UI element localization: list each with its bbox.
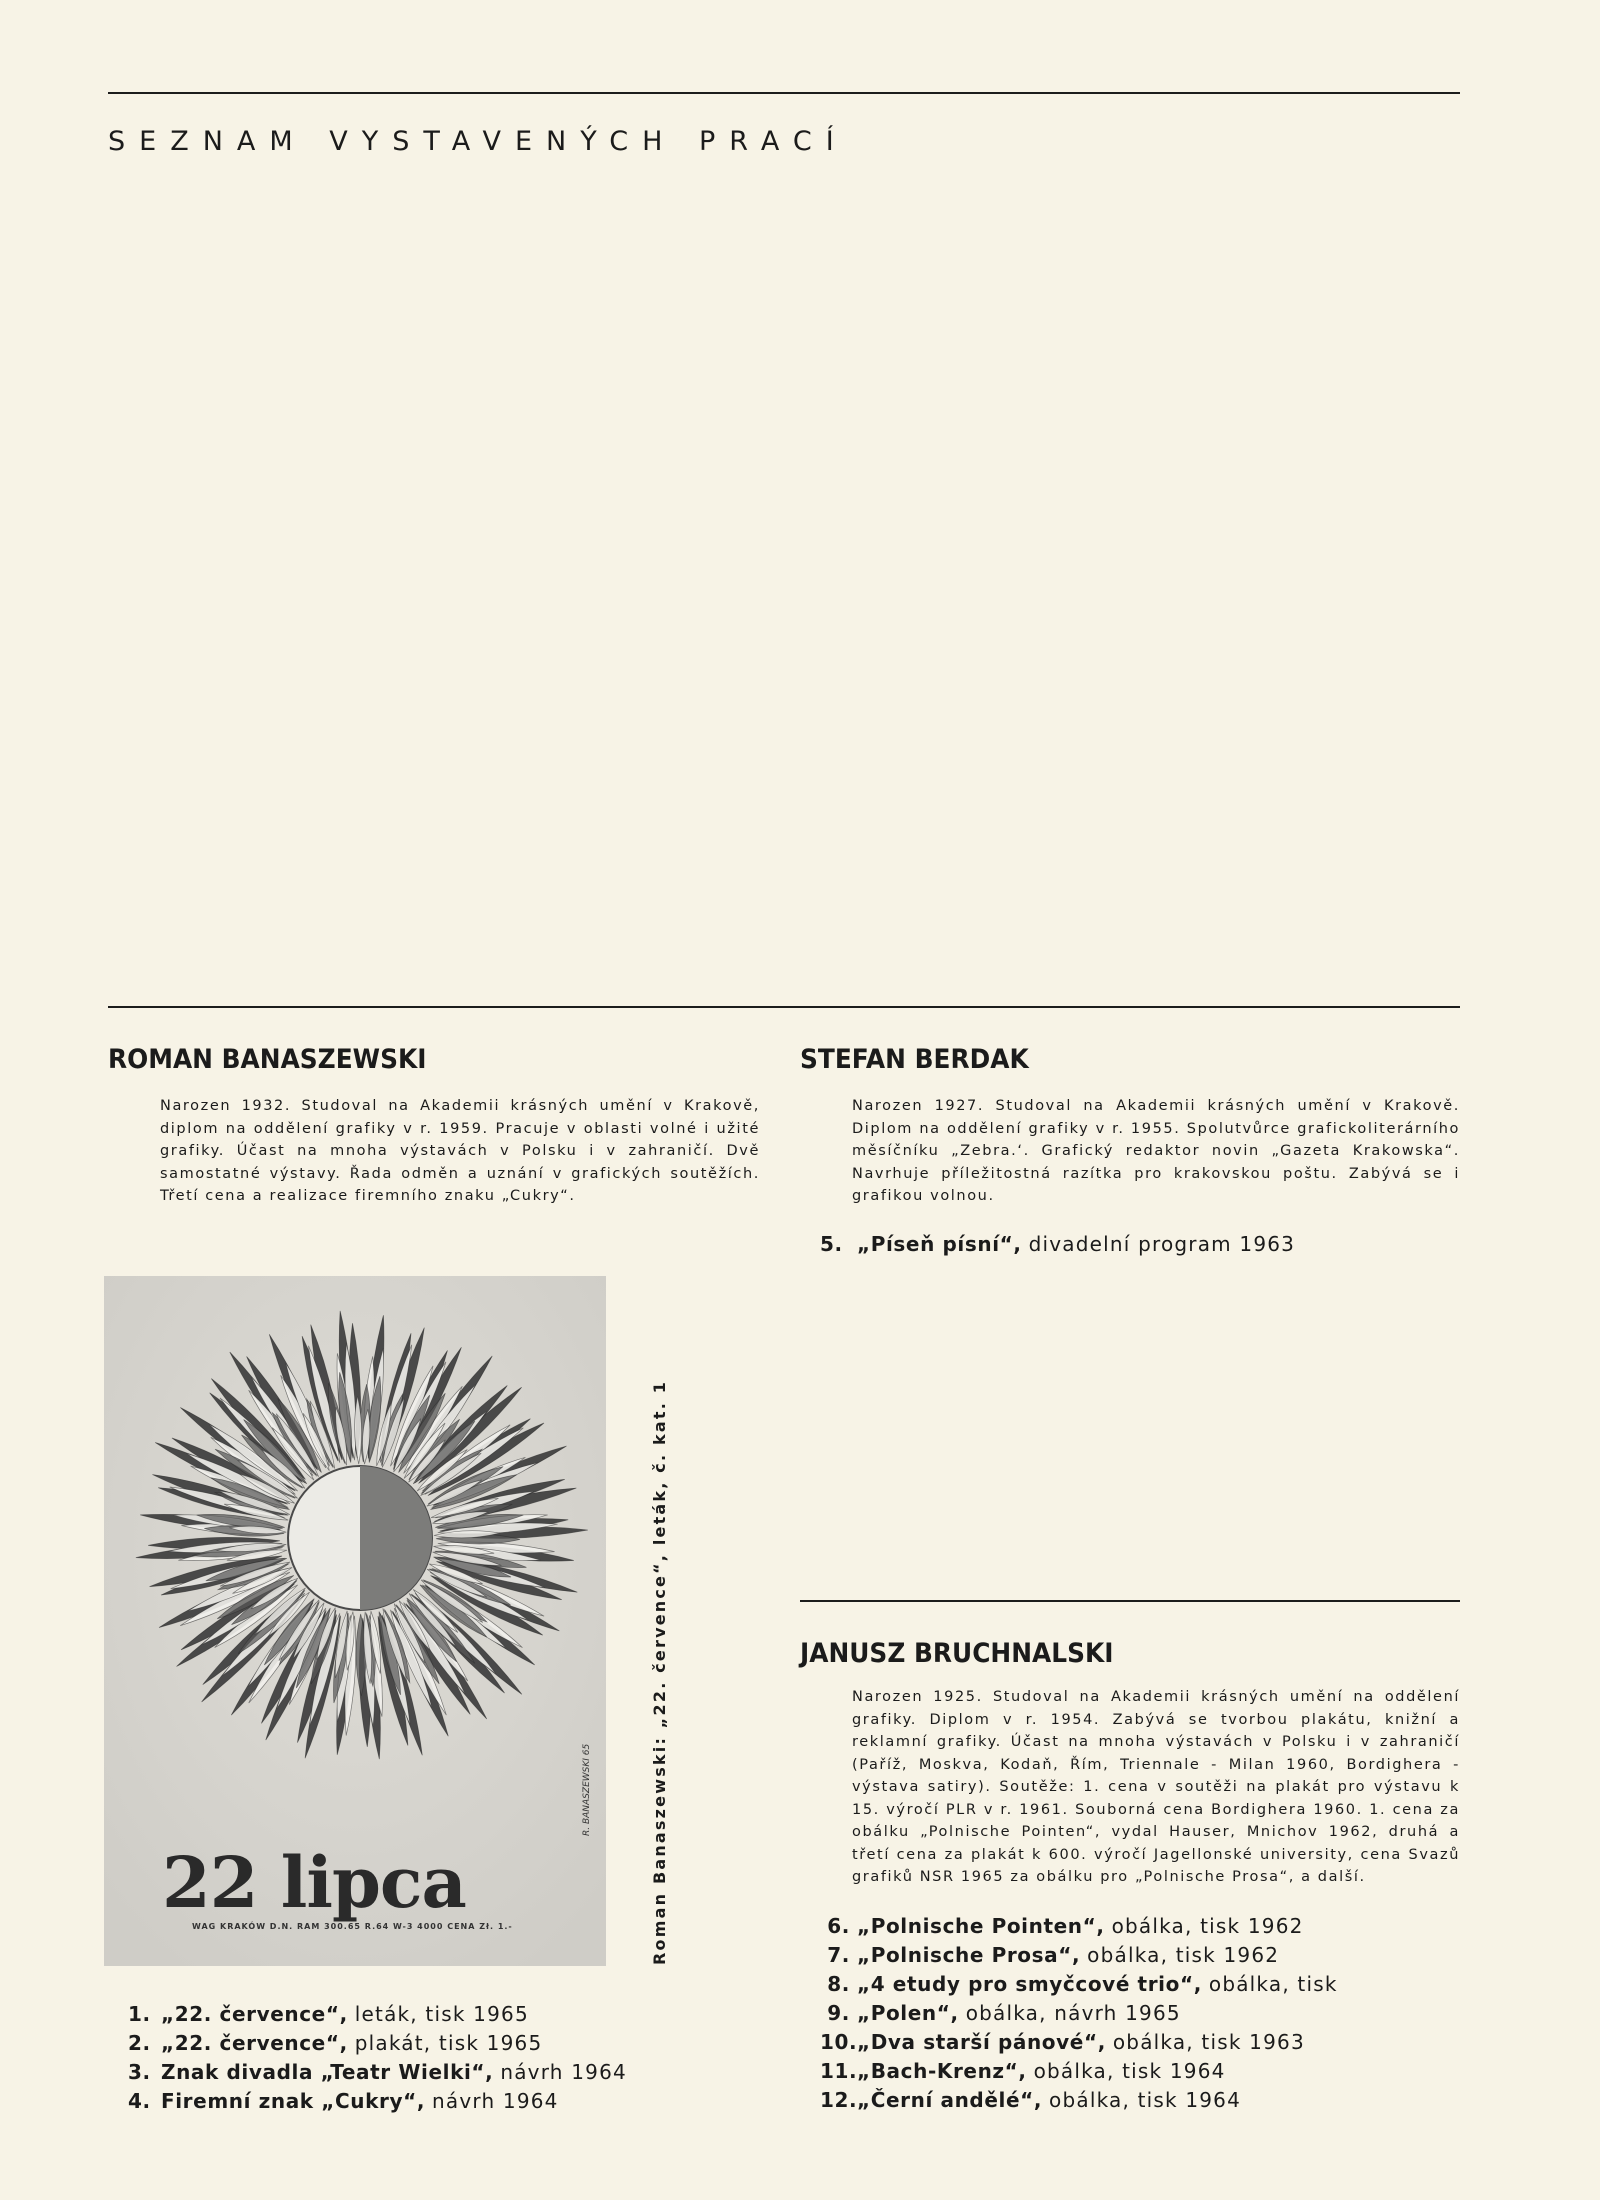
artist-name-berdak: STEFAN BERDAK — [800, 1044, 1029, 1075]
figure-caption: Roman Banaszewski: „22. července“, leták, č. kat. 1 — [650, 1379, 669, 1965]
artist-name-banaszewski: ROMAN BANASZEWSKI — [108, 1044, 427, 1075]
artist-name-bruchnalski: JANUSZ BRUCHNALSKI — [800, 1638, 1114, 1669]
list-item: 3. Znak divadla „Teatr Wielki“, návrh 1964 — [128, 2060, 627, 2084]
list-item: 4. Firemní znak „Cukry“, návrh 1964 — [128, 2089, 559, 2113]
poster-image — [104, 1276, 606, 1966]
poster-signature: R. BANASZEWSKI 65 — [582, 1743, 592, 1836]
poster-title: 22 lipca — [162, 1841, 466, 1924]
list-item: 12. „Černí andělé“, obálka, tisk 1964 — [820, 2088, 1242, 2112]
list-item: 2. „22. července“, plakát, tisk 1965 — [128, 2031, 543, 2055]
list-item: 11. „Bach-Krenz“, obálka, tisk 1964 — [820, 2059, 1226, 2083]
list-item: 7. „Polnische Prosa“, obálka, tisk 1962 — [827, 1943, 1280, 1967]
list-item: 9. „Polen“, obálka, návrh 1965 — [827, 2001, 1181, 2025]
list-item: 8. „4 etudy pro smyčcové trio“, obálka, tisk — [827, 1972, 1338, 1996]
artist-bio-bruchnalski: Narozen 1925. Studoval na Akademii krásných umění na oddělení grafiky. Diplom v r. 1954. Zabývá se tvorbou plakátu, knižní a reklamní grafiky. Účast na mnoha výstavách v Polsku i v zahraničí (Paříž, Moskva, Kodaň, Řím, Triennale - Milan 1960, Bordighera - výstava satiry). Soutěže: 1. cena v soutěži na plakát pro výstavu k 15. výročí PLR v r. 1961. Souborná cena Bordighera 1960. 1. cena za obálku „Polnische Pointen“, vydal Hauser, Mnichov 1962, druhá a třetí cena za plakát k 600. výročí Jagellonské university, cena Svazů grafiků NSR 1965 za obálku pro „Polnische Prosa“, a další. — [852, 1689, 1460, 1885]
artist-bio-berdak: Narozen 1927. Studoval na Akademii krásných umění v Krakově. Diplom na oddělení grafiky v r. 1955. Spolutvůrce grafickoliterárního měsíčníku „Zebra.‘. Grafický redaktor novin „Gazeta Krakowska“. Navrhuje příležitostná razítka pro krakovskou poštu. Zabývá se i grafikou volnou. — [852, 1098, 1460, 1204]
list-item: 6. „Polnische Pointen“, obálka, tisk 1962 — [827, 1914, 1304, 1938]
top-rule — [108, 92, 1460, 94]
list-item: 10. „Dva starší pánové“, obálka, tisk 1963 — [820, 2030, 1305, 2054]
artist-bio-banaszewski: Narozen 1932. Studoval na Akademii krásných umění v Krakově, diplom na oddělení grafiky v r. 1959. Pracuje v oblasti volné i užité grafiky. Účast na mnoha výstavách v Polsku i v zahraničí. Dvě samostatné výstavy. Řada odměn a uznání v grafických soutěžích. Třetí cena a realizace firemního znaku „Cukry“. — [160, 1098, 760, 1204]
works-list-berdak — [820, 1230, 1295, 1259]
page-title: SEZNAM VYSTAVENÝCH PRACÍ — [108, 126, 848, 157]
works-list-banaszewski — [128, 2000, 627, 2116]
bruchnalski-rule — [800, 1600, 1460, 1602]
list-item: 5. „Píseň písní“, divadelní program 1963 — [820, 1232, 1296, 1256]
middle-rule — [108, 1006, 1460, 1008]
works-list-bruchnalski — [820, 1912, 1338, 2115]
poster-imprint: WAG KRAKÓW D.N. RAM 300.65 R.64 W-3 4000 CENA Zł. 1.- — [192, 1922, 513, 1931]
list-item: 1. „22. července“, leták, tisk 1965 — [128, 2002, 529, 2026]
